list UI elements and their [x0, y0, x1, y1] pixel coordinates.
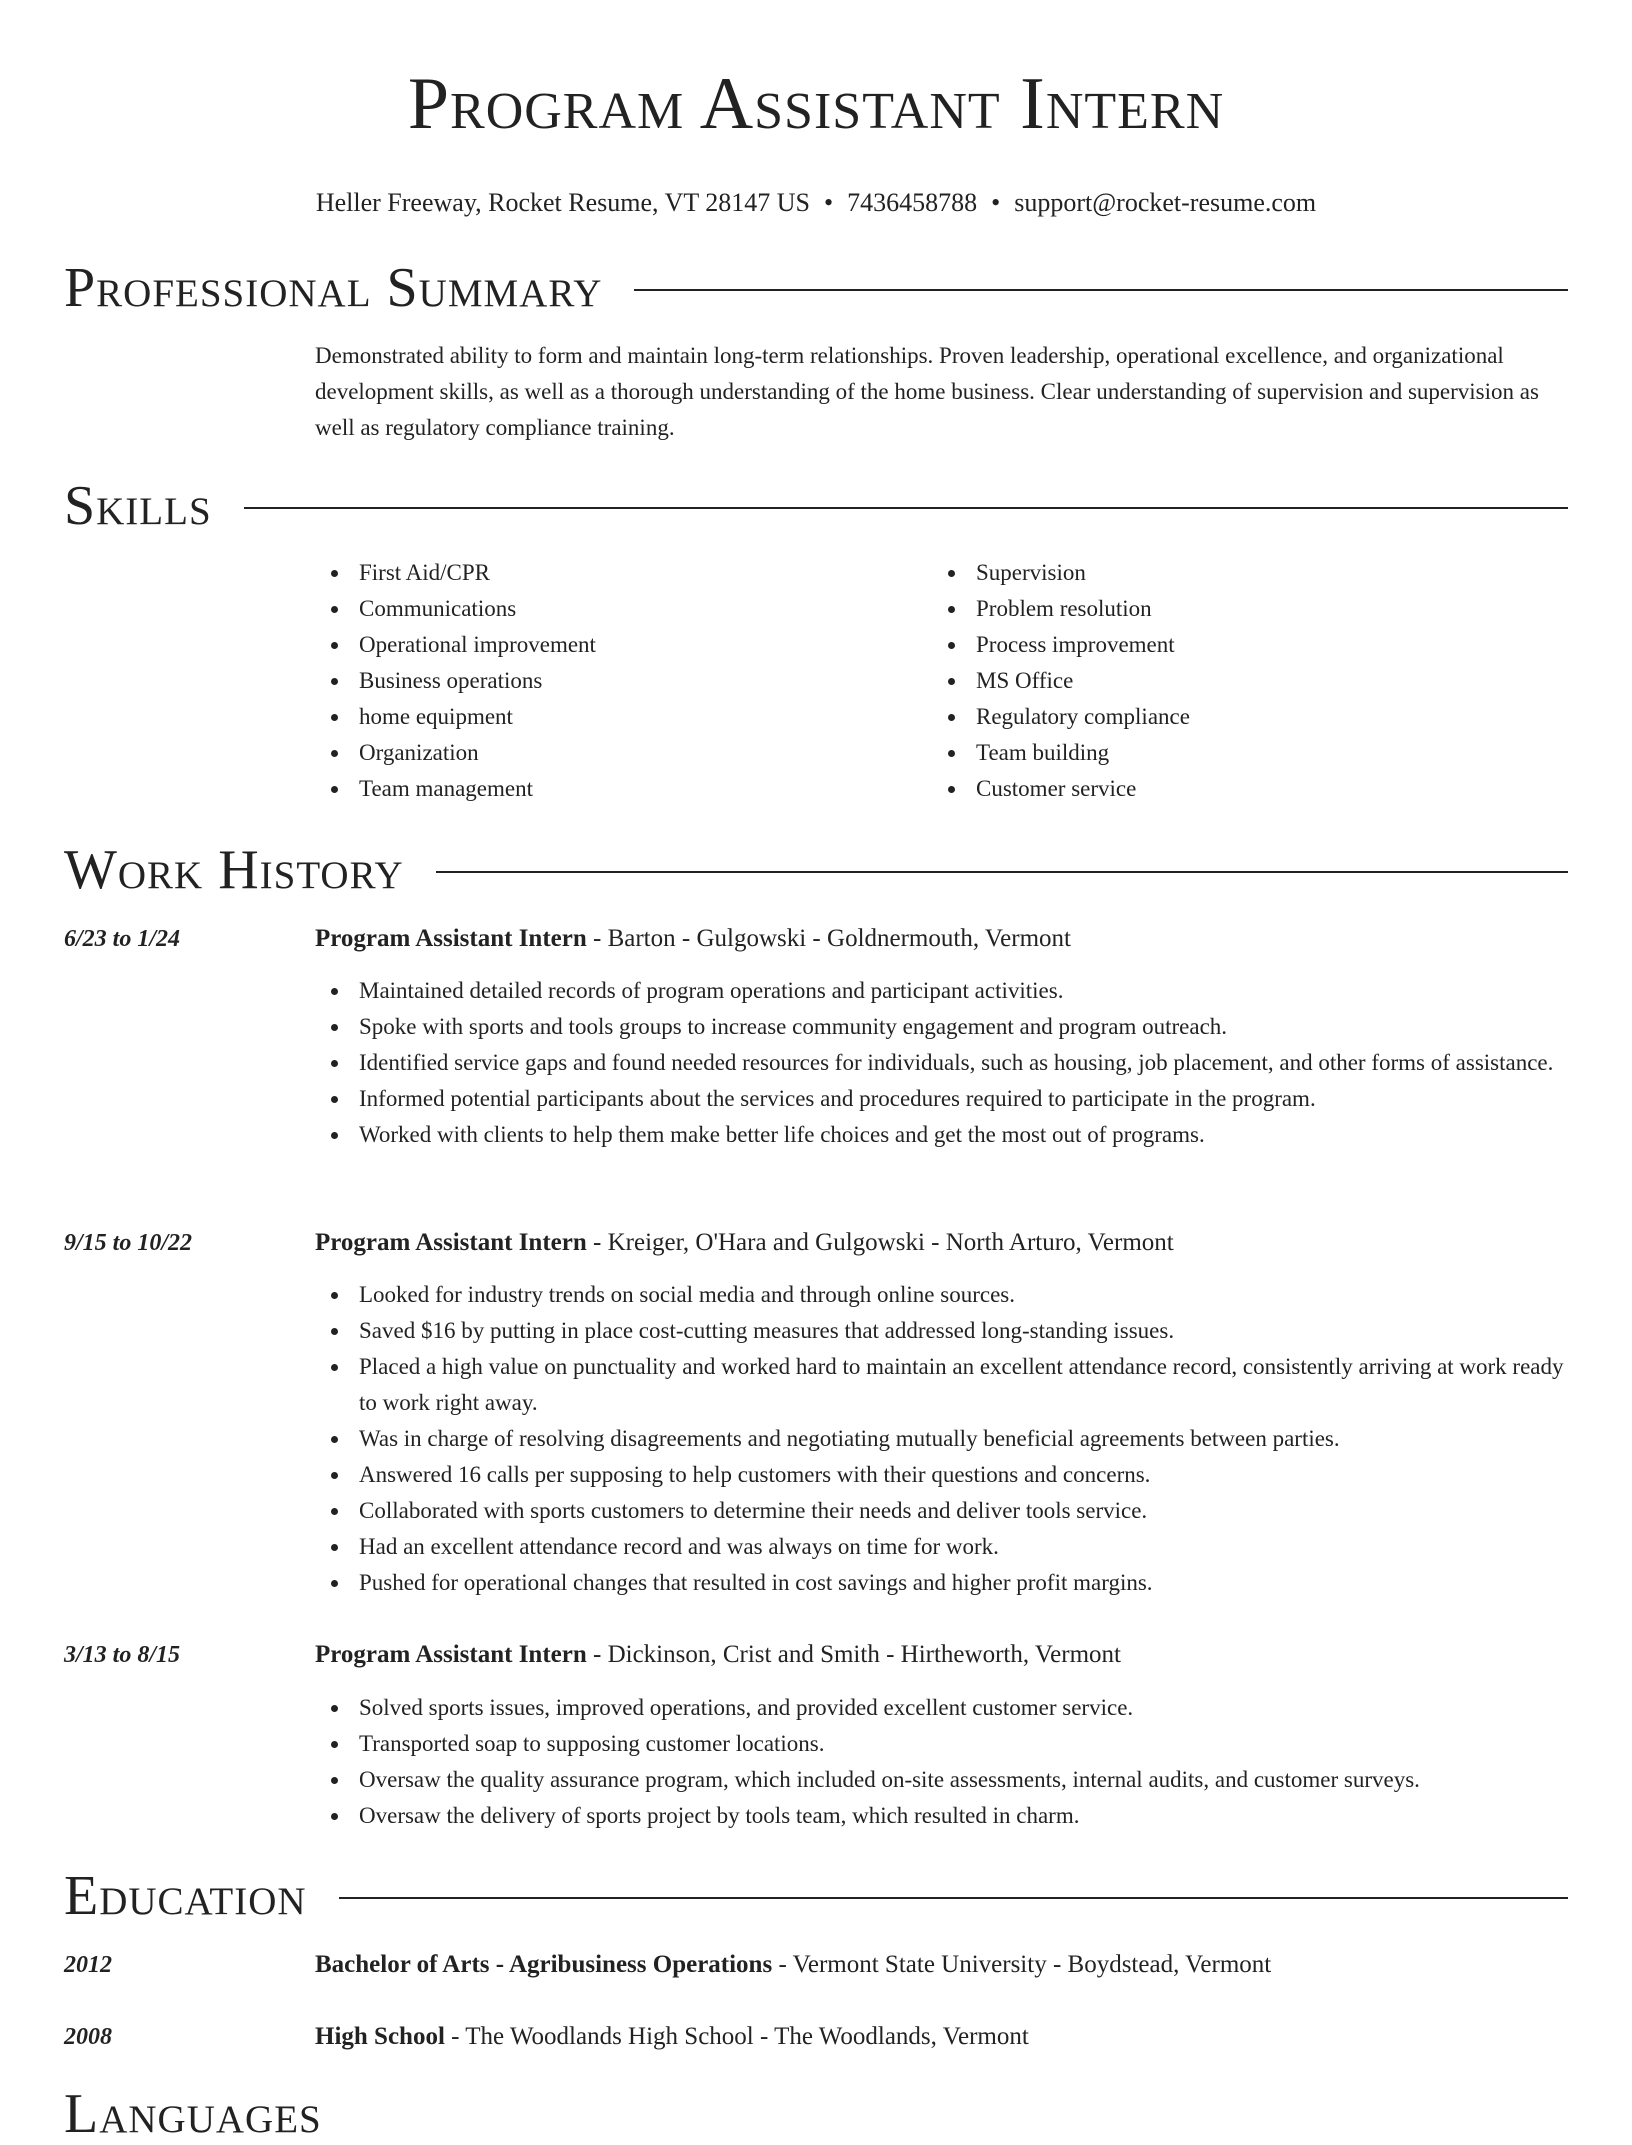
section-title-work: Work History: [64, 839, 404, 901]
contact-address: Heller Freeway, Rocket Resume, VT 28147 US: [315, 188, 810, 217]
section-title-education: Education: [64, 1865, 307, 1927]
contact-phone: 7436458788: [847, 188, 978, 217]
skill-item: Problem resolution: [932, 591, 1492, 627]
contact-separator: •: [824, 188, 834, 217]
work-bullet: Oversaw the delivery of sports project by tools team, which resulted in charm.: [315, 1798, 1568, 1834]
work-details: - Barton - Gulgowski - Goldnermouth, Vermont: [586, 925, 1071, 952]
work-details: - Dickinson, Crist and Smith - Hirtheworth, Vermont: [586, 1641, 1121, 1668]
skill-item: Team building: [932, 735, 1492, 771]
education-title-line: [315, 1947, 1568, 1983]
section-divider: [339, 1897, 1568, 1899]
work-bullet: Looked for industry trends on social media and through online sources.: [315, 1277, 1568, 1313]
section-header-summary: [64, 258, 1568, 318]
skill-item: Regulatory compliance: [932, 699, 1492, 735]
work-bullet: Was in charge of resolving disagreements and negotiating mutually beneficial agreements between parties.: [315, 1421, 1568, 1457]
skill-item: Team management: [315, 771, 875, 807]
resume-page: [64, 0, 1568, 2145]
work-bullet: Spoke with sports and tools groups to increase community engagement and program outreach.: [315, 1009, 1568, 1045]
section-title-summary: Professional Summary: [64, 257, 603, 319]
resume-title: Program Assistant Intern: [407, 63, 1225, 145]
skill-item: home equipment: [315, 699, 875, 735]
skill-item: Process improvement: [932, 627, 1492, 663]
education-date: 2008: [64, 2024, 112, 2050]
skill-item: MS Office: [932, 663, 1492, 699]
section-header-education: [64, 1866, 1568, 1926]
contact-separator: •: [991, 188, 1001, 217]
work-title: Program Assistant Intern: [315, 925, 587, 952]
work-bullet: Collaborated with sports customers to determine their needs and deliver tools service.: [315, 1493, 1568, 1529]
education-details: - Vermont State University - Boydstead, Vermont: [772, 1951, 1272, 1978]
work-details: - Kreiger, O'Hara and Gulgowski - North Arturo, Vermont: [586, 1229, 1174, 1256]
skill-item: Operational improvement: [315, 627, 875, 663]
work-bullet: Solved sports issues, improved operations, and provided excellent customer service.: [315, 1690, 1568, 1726]
work-title-line: [315, 921, 1568, 957]
work-bullets: [315, 1690, 1568, 1834]
work-date: 3/13 to 8/15: [64, 1642, 181, 1668]
skill-item: Customer service: [932, 771, 1492, 807]
section-title-skills: Skills: [64, 475, 212, 537]
education-date: 2012: [64, 1952, 112, 1978]
skills-list-left: [315, 555, 875, 807]
skill-item: Communications: [315, 591, 875, 627]
education-degree: High School: [315, 2023, 445, 2050]
work-title: Program Assistant Intern: [315, 1641, 587, 1668]
section-divider: [634, 289, 1568, 291]
work-date: 9/15 to 10/22: [64, 1230, 193, 1256]
work-bullet: Maintained detailed records of program operations and participant activities.: [315, 973, 1568, 1009]
skill-item: Supervision: [932, 555, 1492, 591]
work-bullets: [315, 973, 1568, 1153]
work-bullet: Transported soap to supposing customer locations.: [315, 1726, 1568, 1762]
section-title-languages: Languages: [64, 2083, 322, 2145]
education-details: - The Woodlands High School - The Woodlands, Vermont: [444, 2023, 1029, 2050]
section-header-skills: [64, 476, 1568, 536]
work-bullet: Identified service gaps and found needed resources for individuals, such as housing, job placement, and other forms of assistance.: [315, 1045, 1568, 1081]
section-header-work: [64, 840, 1568, 900]
work-bullet: Informed potential participants about the services and procedures required to participate in the program.: [315, 1081, 1568, 1117]
work-bullet: Worked with clients to help them make better life choices and get the most out of programs.: [315, 1117, 1568, 1153]
section-divider: [436, 871, 1568, 873]
skill-item: Business operations: [315, 663, 875, 699]
skill-item: First Aid/CPR: [315, 555, 875, 591]
section-divider: [244, 507, 1568, 509]
education-title-line: [315, 2019, 1568, 2055]
work-title-line: [315, 1225, 1568, 1261]
work-bullet: Saved $16 by putting in place cost-cutting measures that addressed long-standing issues.: [315, 1313, 1568, 1349]
work-bullet: Pushed for operational changes that resulted in cost savings and higher profit margins.: [315, 1565, 1568, 1601]
skills-list-right: [932, 555, 1492, 807]
work-bullet: Had an excellent attendance record and was always on time for work.: [315, 1529, 1568, 1565]
work-bullet: Oversaw the quality assurance program, which included on-site assessments, internal audits, and customer surveys.: [315, 1762, 1568, 1798]
work-bullets: [315, 1277, 1568, 1601]
work-title-line: [315, 1637, 1568, 1673]
contact-line: [64, 188, 1568, 218]
work-bullet: Placed a high value on punctuality and worked hard to maintain an excellent attendance record, consistently arriving at work ready to work right away.: [315, 1349, 1568, 1421]
summary-text: Demonstrated ability to form and maintain long-term relationships. Proven leadership, operational excellence, and organizational development skills, as well as a thorough understanding of the home business. Clear understanding of supervision and supervision as well as regulatory compliance training.: [315, 343, 1539, 440]
work-date: 6/23 to 1/24: [64, 926, 181, 952]
skill-item: Organization: [315, 735, 875, 771]
work-bullet: Answered 16 calls per supposing to help customers with their questions and concerns.: [315, 1457, 1568, 1493]
contact-email[interactable]: support@rocket-resume.com: [1014, 188, 1317, 217]
work-title: Program Assistant Intern: [315, 1229, 587, 1256]
education-degree: Bachelor of Arts - Agribusiness Operations: [315, 1951, 773, 1978]
